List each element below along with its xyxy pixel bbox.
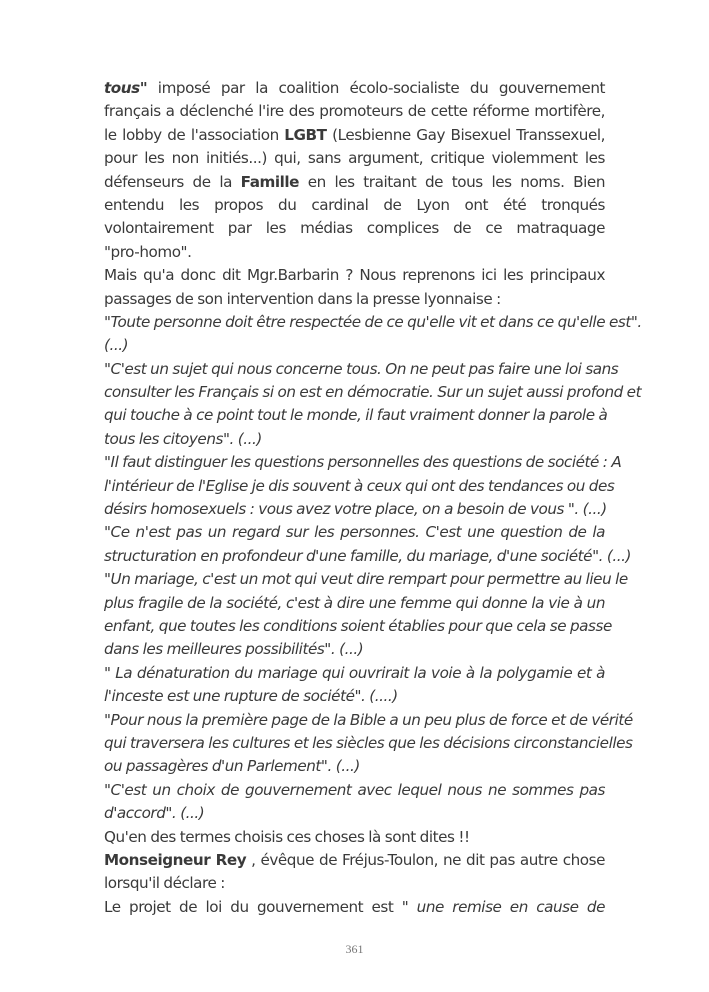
text-line bbox=[104, 358, 619, 381]
text-line bbox=[104, 241, 605, 264]
italic-text: "Un mariage, c'est un mot qui veut dire rempart pour permettre au lieu le bbox=[104, 570, 628, 589]
text-span: passages de son intervention dans la presse lyonnaise : bbox=[104, 289, 501, 308]
text-span: volontairement par les médias complices de ce matraquage bbox=[104, 219, 605, 238]
text-line bbox=[104, 545, 631, 568]
text-line bbox=[104, 896, 605, 919]
text-span: le lobby de l'association bbox=[104, 125, 285, 144]
text-span: Mais qu'a donc dit Mgr.Barbarin ? Nous reprenons ici les principaux bbox=[104, 266, 605, 285]
text-span: "pro-homo". bbox=[104, 242, 192, 261]
paragraph bbox=[104, 264, 605, 311]
italic-text: enfant, que toutes les conditions soient établies pour que cela se passe bbox=[104, 616, 612, 635]
text-span: pour les non initiés...) qui, sans argument, critique violemment les bbox=[104, 149, 605, 168]
italic-text: "Ce n'est pas un regard sur les personnes. C'est une question de la bbox=[104, 523, 605, 542]
text-line bbox=[104, 732, 633, 755]
italic-text: qui traversera les cultures et les siècles que les décisions circonstancielles bbox=[104, 733, 633, 752]
italic-text: consulter les Français si on est en démocratie. Sur un sujet aussi profond et bbox=[104, 383, 642, 402]
text-line bbox=[104, 171, 605, 194]
text-line bbox=[104, 147, 605, 170]
bold-text: tous" bbox=[104, 79, 148, 97]
italic-text: "C'est un choix de gouvernement avec lequel nous ne sommes pas bbox=[104, 780, 605, 799]
text-line bbox=[104, 124, 605, 147]
text-line bbox=[104, 77, 605, 100]
text-span: Le projet de loi du gouvernement est " bbox=[104, 897, 417, 916]
italic-text: tous les citoyens". (...) bbox=[104, 429, 262, 448]
text-line bbox=[104, 709, 633, 732]
italic-text: dans les meilleures possibilités". (...) bbox=[104, 640, 364, 659]
text-line bbox=[104, 288, 605, 311]
body-text bbox=[104, 77, 642, 919]
italic-text: "Pour nous la première page de la Bible a un peu plus de force et de vérité bbox=[104, 710, 633, 729]
paragraph bbox=[104, 77, 605, 264]
paragraph bbox=[104, 358, 642, 452]
italic-text: qui touche à ce point tout le monde, il faut vraiment donner la parole à bbox=[104, 406, 608, 425]
text-span: en les traitant de tous les noms. Bien bbox=[299, 172, 605, 191]
text-line bbox=[104, 100, 605, 123]
text-line bbox=[104, 475, 615, 498]
text-line bbox=[104, 194, 605, 217]
paragraph bbox=[104, 779, 605, 826]
bold-text: Monseigneur Rey bbox=[104, 850, 247, 869]
paragraph bbox=[104, 896, 605, 919]
text-line bbox=[104, 638, 605, 661]
text-line bbox=[104, 755, 605, 778]
text-line bbox=[104, 381, 642, 404]
italic-text: "Il faut distinguer les questions personnelles des questions de société : A bbox=[104, 453, 622, 472]
text-line bbox=[104, 428, 605, 451]
text-span: imposé par la coalition écolo-socialiste du gouvernement bbox=[147, 79, 605, 97]
bold-text: Famille bbox=[240, 172, 299, 191]
italic-text: l'intérieur de l'Eglise je dis souvent à ceux qui ont des tendances ou des bbox=[104, 476, 615, 495]
italic-text: "C'est un sujet qui nous concerne tous. On ne peut pas faire une loi sans bbox=[104, 359, 619, 378]
paragraph bbox=[104, 826, 605, 849]
text-line bbox=[104, 592, 605, 615]
text-line bbox=[104, 615, 612, 638]
italic-text: (...) bbox=[104, 336, 129, 355]
text-line bbox=[104, 264, 605, 287]
text-line bbox=[104, 826, 605, 849]
text-line bbox=[104, 802, 605, 825]
italic-text: plus fragile de la société, c'est à dire une femme qui donne la vie à un bbox=[104, 593, 605, 612]
paragraph bbox=[104, 521, 631, 568]
paragraph bbox=[104, 709, 633, 779]
text-line bbox=[104, 311, 642, 334]
text-line bbox=[104, 662, 605, 685]
text-line bbox=[104, 872, 605, 895]
italic-text: ou passagères d'un Parlement". (...) bbox=[104, 757, 360, 776]
italic-text: " La dénaturation du mariage qui ouvrirait la voie à la polygamie et à bbox=[104, 663, 605, 682]
text-line bbox=[104, 568, 628, 591]
paragraph bbox=[104, 311, 642, 358]
paragraph bbox=[104, 451, 622, 521]
paragraph bbox=[104, 662, 605, 709]
italic-text: désirs homosexuels : vous avez votre place, on a besoin de vous ". (...) bbox=[104, 500, 607, 519]
text-span: français a déclenché l'ire des promoteurs de cette réforme mortifère, bbox=[104, 102, 605, 121]
text-line bbox=[104, 849, 605, 872]
text-span: entendu les propos du cardinal de Lyon ont été tronqués bbox=[104, 195, 605, 214]
text-line bbox=[104, 334, 605, 357]
text-span: lorsqu'il déclare : bbox=[104, 874, 225, 893]
text-line bbox=[104, 404, 608, 427]
page-number: 361 bbox=[345, 942, 364, 956]
text-line bbox=[104, 498, 605, 521]
italic-text: une remise en cause de bbox=[416, 897, 605, 916]
text-line bbox=[104, 521, 605, 544]
text-line bbox=[104, 685, 605, 708]
text-line bbox=[104, 217, 605, 240]
paragraph bbox=[104, 568, 628, 662]
text-line bbox=[104, 779, 605, 802]
text-line bbox=[104, 451, 622, 474]
text-span: Qu'en des termes choisis ces choses là sont dites !! bbox=[104, 827, 470, 846]
text-span: , évêque de Fréjus-Toulon, ne dit pas autre chose bbox=[246, 850, 605, 869]
text-span: (Lesbienne Gay Bisexuel Transsexuel, bbox=[326, 125, 605, 144]
italic-text: "Toute personne doit être respectée de ce qu'elle vit et dans ce qu'elle est". bbox=[104, 312, 642, 331]
text-span: défenseurs de la bbox=[104, 172, 241, 191]
paragraph bbox=[104, 849, 605, 896]
bold-text: LGBT bbox=[284, 125, 327, 144]
italic-text: d'accord". (...) bbox=[104, 804, 205, 823]
italic-text: structuration en profondeur d'une famille, du mariage, d'une société". (...) bbox=[104, 546, 631, 565]
italic-text: l'inceste est une rupture de société". (....) bbox=[104, 687, 398, 706]
